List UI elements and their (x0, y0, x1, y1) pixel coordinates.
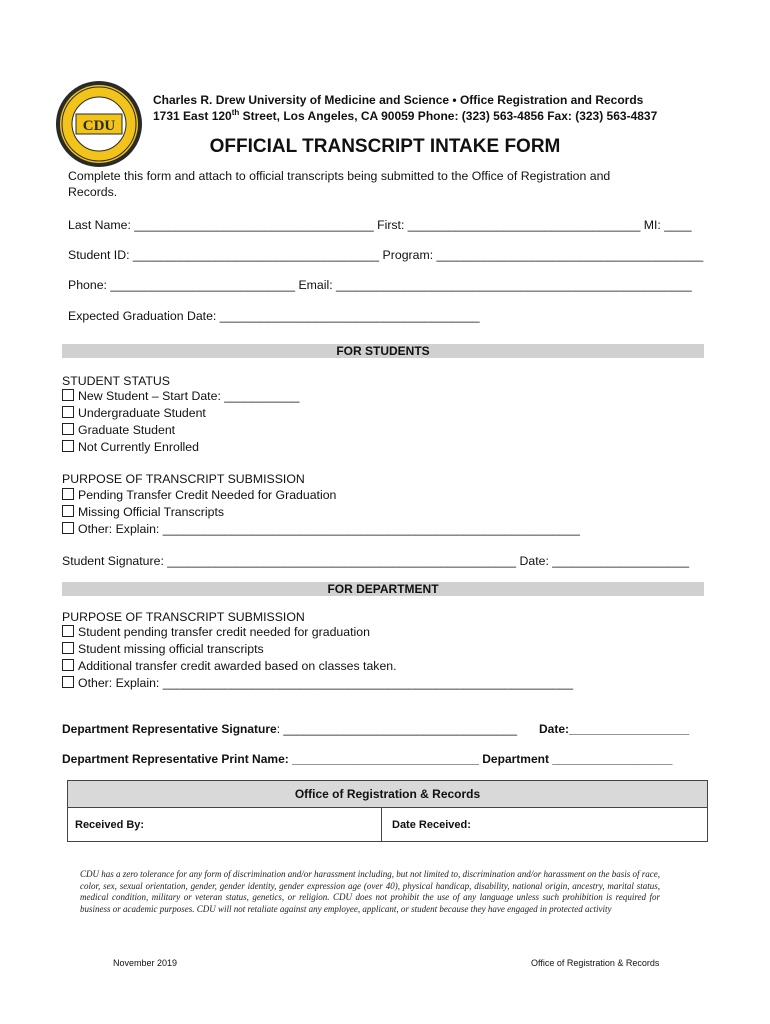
nondiscrimination-notice: CDU has a zero tolerance for any form of discrimination and/or harassment including, but not limited to, discrimination and/or harassment on the basis of race, color, sex, sexual orientation, gender, gender identity, gender expression age (over 40), physical handicap, disability, national origin, ancestry, marital status, medical condition, military or veteran status, genetics, or religion. CDU does not prohibit the use of any language unless such prohibition is required for business or academic purposes. CDU will not retaliate against any employee, applicant, or student because they have engaged in protected activity (80, 869, 660, 914)
svg-text:CDU: CDU (82, 118, 116, 134)
dept-purpose-option[interactable]: Student pending transfer credit needed for graduation (62, 625, 370, 639)
status-option[interactable]: Graduate Student (62, 423, 175, 437)
student-signature-line[interactable]: Student Signature: ___________________________________________________ Date: ____________________ (62, 554, 690, 568)
dept-purpose-option[interactable]: Student missing official transcripts (62, 642, 264, 656)
institution-header-line: Charles R. Drew University of Medicine and Science • Office Registration and Records (153, 93, 644, 107)
purpose-option[interactable]: Missing Official Transcripts (62, 505, 224, 519)
purpose-option[interactable]: Pending Transfer Credit Needed for Graduation (62, 488, 336, 502)
department-purpose-heading: PURPOSE OF TRANSCRIPT SUBMISSION (62, 610, 305, 624)
graduation-date-field[interactable]: Expected Graduation Date: ______________________________________ (68, 309, 480, 323)
checkbox[interactable] (62, 676, 74, 688)
intro-text: Complete this form and attach to official transcripts being submitted to the Office of Registration and (68, 169, 611, 183)
for-students-band: FOR STUDENTS (62, 344, 704, 358)
dept-purpose-option[interactable]: Other: Explain: ____________________________________________________________ (62, 676, 573, 690)
status-option[interactable]: Undergraduate Student (62, 406, 206, 420)
address-header-line: 1731 East 120th Street, Los Angeles, CA 90059 Phone: (323) 563-4856 Fax: (323) 563-4837 (153, 108, 658, 123)
status-option[interactable]: New Student – Start Date: ___________ (62, 389, 300, 403)
office-box-heading: Office of Registration & Records (68, 781, 707, 808)
student-purpose-heading: PURPOSE OF TRANSCRIPT SUBMISSION (62, 472, 305, 486)
checkbox[interactable] (62, 522, 74, 534)
name-fields[interactable]: Last Name: ___________________________________ First: __________________________________ MI: ____ (68, 218, 692, 232)
received-by-cell[interactable]: Received By: (68, 807, 382, 841)
form-title: OFFICIAL TRANSCRIPT INTAKE FORM (209, 136, 561, 157)
footer-office: Office of Registration & Records (531, 958, 660, 968)
checkbox[interactable] (62, 406, 74, 418)
footer-date: November 2019 (113, 958, 178, 968)
office-use-box (67, 780, 708, 842)
checkbox[interactable] (62, 440, 74, 452)
checkbox[interactable] (62, 625, 74, 637)
checkbox[interactable] (62, 642, 74, 654)
checkbox[interactable] (62, 488, 74, 500)
rep-signature-line[interactable]: Department Representative Signature: ___________________________________ (62, 722, 517, 736)
phone-email-fields[interactable]: Phone: ___________________________ Email: ____________________________________________________ (68, 278, 692, 292)
rep-print-name-line[interactable]: Department Representative Print Name: ____________________________ Department __________________ (62, 752, 673, 766)
dept-purpose-option[interactable]: Additional transfer credit awarded based on classes taken. (62, 659, 397, 673)
checkbox[interactable] (62, 389, 74, 401)
intro-text-cont: Records. (68, 185, 118, 199)
student-status-heading: STUDENT STATUS (62, 374, 170, 388)
rep-date-field[interactable]: Date:__________________ (539, 722, 690, 736)
checkbox[interactable] (62, 423, 74, 435)
status-option[interactable]: Not Currently Enrolled (62, 440, 199, 454)
purpose-option[interactable]: Other: Explain: _____________________________________________________________ (62, 522, 580, 536)
checkbox[interactable] (62, 505, 74, 517)
id-program-fields[interactable]: Student ID: ____________________________________ Program: _______________________________________ (68, 248, 704, 262)
date-received-cell[interactable]: Date Received: (392, 819, 471, 831)
checkbox[interactable] (62, 659, 74, 671)
for-department-band: FOR DEPARTMENT (62, 582, 704, 596)
